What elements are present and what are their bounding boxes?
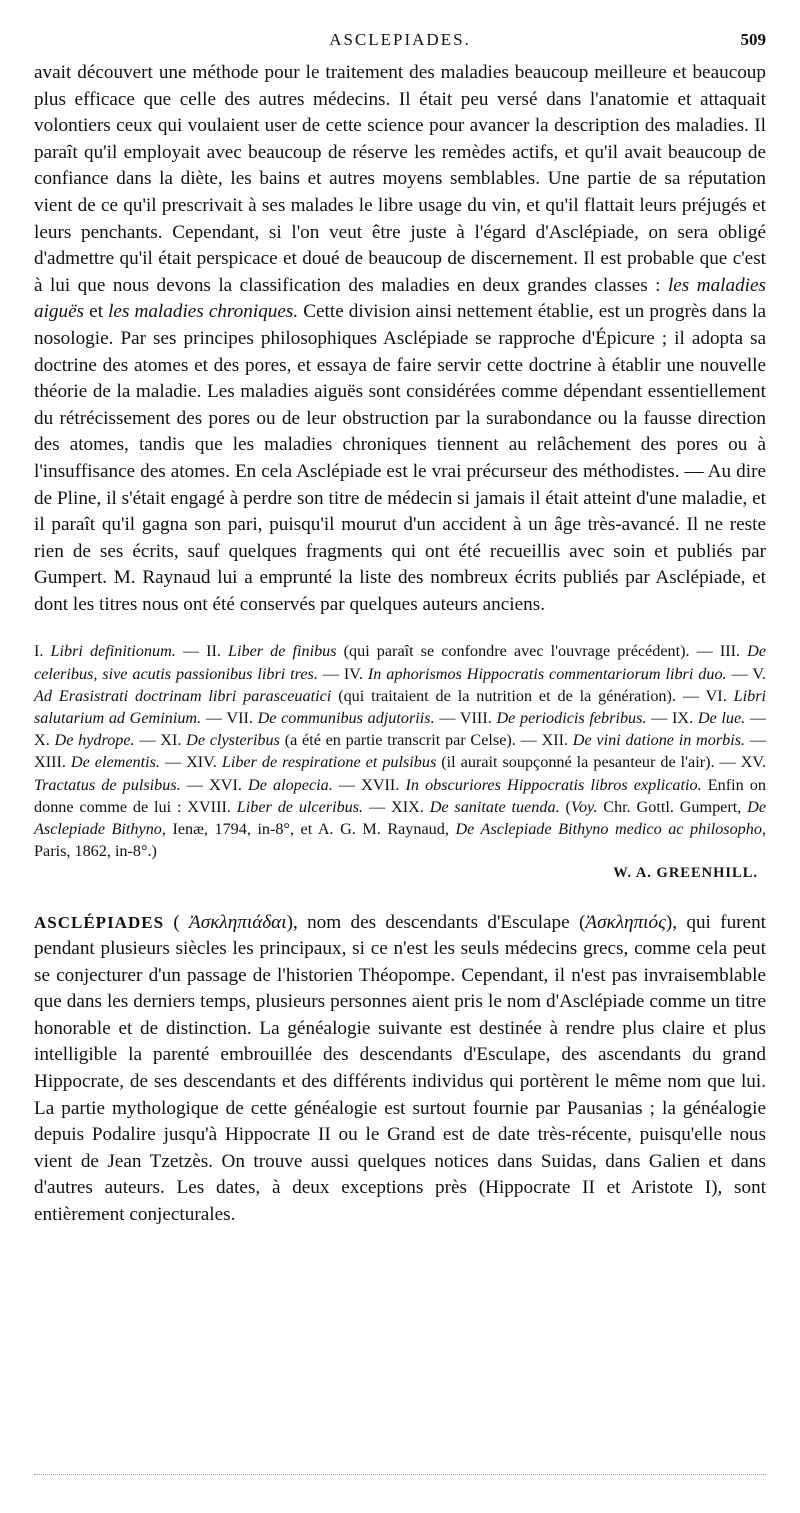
work-title: De clysteribus <box>186 731 280 750</box>
bottom-rule <box>34 1474 766 1475</box>
bibliography-list <box>34 640 766 862</box>
work-title: Libri definitionum. <box>50 642 176 661</box>
work-title: De hydrope. <box>54 731 135 750</box>
entry-headword: ASCLÉPIADES <box>34 912 165 932</box>
item-number: I. <box>34 642 44 661</box>
work-comment: (qui paraît se confondre avec l'ouvrage précédent). <box>343 642 690 661</box>
reference-author: Chr. Gottl. Gumpert, <box>603 797 742 816</box>
paragraph-text: avait découvert une méthode pour le traitement des maladies beaucoup meilleure et beaucoup plus efficace que celle des autres médecins. Il était peu versé dans l'anatomie et attaquait volontiers ceux qui voulaient user de cette science pour avancer la description des maladies. Il paraît qu'il employait avec beaucoup de réserve les remèdes actifs, et qu'il avait beaucoup de confiance dans la diète, les bains et autres moyens semblables. Une partie de sa réputation vient de ce qu'il prescrivait à ses malades le libre usage du vin, et qu'il flattait leurs préjugés et leurs penchants. Cependant, si l'on veut être juste à l'égard d'Asclépiade, on sera obligé d'admettre qu'il était perspicace et doué de beaucoup de discernement. Il est probable que c'est à lui que nous devons la classification des maladies en deux grandes classes : <box>34 62 766 296</box>
item-number: — IX. <box>651 709 694 728</box>
reference-title: De Asclepiade Bithyno medico ac philosopho, <box>455 820 767 839</box>
work-comment: Enfin on donne comme de lui : XVIII. <box>34 775 766 816</box>
work-title: Liber de respiratione et pulsibus <box>221 753 437 772</box>
item-number: — XV. <box>719 753 767 772</box>
item-number: — XIX. <box>368 797 424 816</box>
item-number: — XVI. <box>186 775 242 794</box>
item-number: — X. <box>34 709 767 750</box>
greek-term: Ἀσκληπιός <box>585 911 666 933</box>
work-title: In aphorismos Hippocratis commentariorum libri duo. <box>367 664 727 683</box>
greek-term: Ἀσκληπιάδαι <box>189 911 287 933</box>
article-paragraph <box>34 60 766 618</box>
reference-voy: Voy. <box>570 797 598 816</box>
work-title: Liber de finibus <box>228 642 337 661</box>
item-number: — V. <box>731 664 766 683</box>
entry-text: ), nom des descendants d'Esculape ( <box>286 911 586 933</box>
work-title: De vini datione in morbis. <box>572 731 746 750</box>
item-number: — XIII. <box>34 731 767 772</box>
work-title: De elementis. <box>70 753 160 772</box>
work-title: Ad Erasistrati doctrinam libri parasceuatici <box>34 686 332 705</box>
italic-term: les maladies chroniques. <box>108 301 299 323</box>
work-comment: (a été en partie transcrit par Celse). <box>284 731 516 750</box>
author-signature: W. A. GREENHILL. <box>613 864 758 881</box>
running-head <box>34 30 766 54</box>
work-title: In obscuriores Hippocratis libros explicatio. <box>405 775 702 794</box>
dictionary-entry: ASCLÉPIADES ( Ἀσκληπιάδαι), nom des descendants d'Esculape (Ἀσκληπιός), qui furent pendant plusieurs siècles les principaux, si ce n'est les seuls médecins grecs, comme cela peut se conjecturer d'un passage de l'historien Théopompe. Cependant, il n'est pas invraisemblable que dans les derniers temps, plusieurs personnes aient pris le nom d'Asclépiade comme un titre honorable et de distinction. La généalogie suivante est destinée à rendre plus claire et plus intelligible la parenté embrouillée des descendants d'Esculape, des ascendants du grand Hippocrate, de ses descendants et des différents individus qui portèrent le même nom que lui. La partie mythologique de cette généalogie est surtout fournie par Pausanias ; la généalogie depuis Podalire jusqu'à Hippocrate II ou le Grand est de date très-récente, puisqu'elle nous vient de Jean Tzetzès. On trouve aussi quelques notices dans Suidas, dans Galien et dans d'autres auteurs. Les dates, à deux exceptions près (Hippocrate II et Aristote I), sont entièrement conjecturales. <box>34 911 766 1226</box>
work-title: Tractatus de pulsibus. <box>34 775 181 794</box>
running-title: ASCLEPIADES. <box>329 30 471 49</box>
italic-term: les maladies aiguës <box>34 274 767 323</box>
page <box>34 30 766 1229</box>
item-number: — XI. <box>139 731 182 750</box>
work-title: De alopecia. <box>248 775 333 794</box>
work-title: Libri salutarium ad Geminium. <box>34 686 767 728</box>
paragraph-text: Cette division ainsi nettement établie, est un progrès dans la nosologie. Par ses principes philosophiques Asclépiade se rapproche d'Épicure ; il adopta sa doctrine des atomes et des pores, et essaya de faire servir cette doctrine à établir une nouvelle théorie de la maladie. Les maladies aiguës sont considérées comme dépendant essentiellement du rétrécissement des pores ou de leur obstruction par la surabondance ou la fausse direction des atomes, tandis que les maladies chroniques tiennent au relâchement des pores ou à l'insuffisance des atomes. En cela Asclépiade est le vrai précurseur des méthodistes. — Au dire de Pline, il s'était engagé à perdre son titre de médecin si jamais il était atteint d'une maladie, et il paraît qu'il gagna son pari, puisqu'il mourut d'un accident à un âge très-avancé. Il ne reste rien de ses écrits, sauf quelques fragments qui ont été recueillis avec soin et publiés par Gumpert. M. Raynaud lui a emprunté la liste des nombreux écrits publiés par Asclépiade, et dont les titres nous ont été conservés par quelques auteurs anciens. <box>34 301 767 615</box>
item-number: — IV. <box>322 664 363 683</box>
item-number: — XVII. <box>338 775 400 794</box>
reference-imprint: Paris, 1862, in-8°.) <box>34 842 157 861</box>
work-title: De celeribus, sive acutis passionibus libri tres. <box>34 642 767 683</box>
entry-text: ), qui furent pendant plusieurs siècles les principaux, si ce n'est les seuls médecins grecs, comme cela peut se conjecturer d'un passage de l'historien Théopompe. Cependant, il n'est pas invraisemblable que dans les derniers temps, plusieurs personnes aient pris le nom d'Asclépiade comme un titre honorable et de distinction. La généalogie suivante est destinée à rendre plus claire et plus intelligible la parenté embrouillée des descendants d'Esculape, des ascendants du grand Hippocrate, de ses descendants et des différents individus qui portèrent le même nom que lui. La partie mythologique de cette généalogie est surtout fournie par Pausanias ; la généalogie depuis Podalire jusqu'à Hippocrate II ou le Grand est de date très-récente, puisqu'elle nous vient de Jean Tzetzès. On trouve aussi quelques notices dans Suidas, dans Galien et dans d'autres auteurs. Les dates, à deux exceptions près (Hippocrate II et Aristote I), sont entièrement conjecturales. <box>34 911 766 1226</box>
item-number: — II. <box>182 642 221 661</box>
work-comment: (qui traitaient de la nutrition et de la génération). <box>338 686 676 705</box>
work-comment: (il aurait soupçonné la pesanteur de l'air). <box>441 753 715 772</box>
reference-paren: ( <box>565 797 571 816</box>
work-title: De communibus adjutoriis. <box>257 709 435 728</box>
work-title: De lue. <box>697 709 746 728</box>
work-title: De sanitate tuenda. <box>429 797 560 816</box>
work-title: Liber de ulceribus. <box>236 797 364 816</box>
reference-title: De Asclepiade Bithyno, <box>34 797 767 839</box>
item-number: — XII. <box>520 731 569 750</box>
item-number: — III. <box>696 642 741 661</box>
reference-author: Ienæ, 1794, in-8°, et A. G. M. Raynaud, <box>172 820 449 839</box>
conjunction: et <box>89 301 104 323</box>
item-number: — VI. <box>682 686 727 705</box>
work-title: De periodicis febribus. <box>496 709 647 728</box>
item-number: — VIII. <box>439 709 492 728</box>
page-number: 509 <box>740 30 766 49</box>
item-number: — XIV. <box>164 753 217 772</box>
item-number: — VII. <box>205 709 253 728</box>
